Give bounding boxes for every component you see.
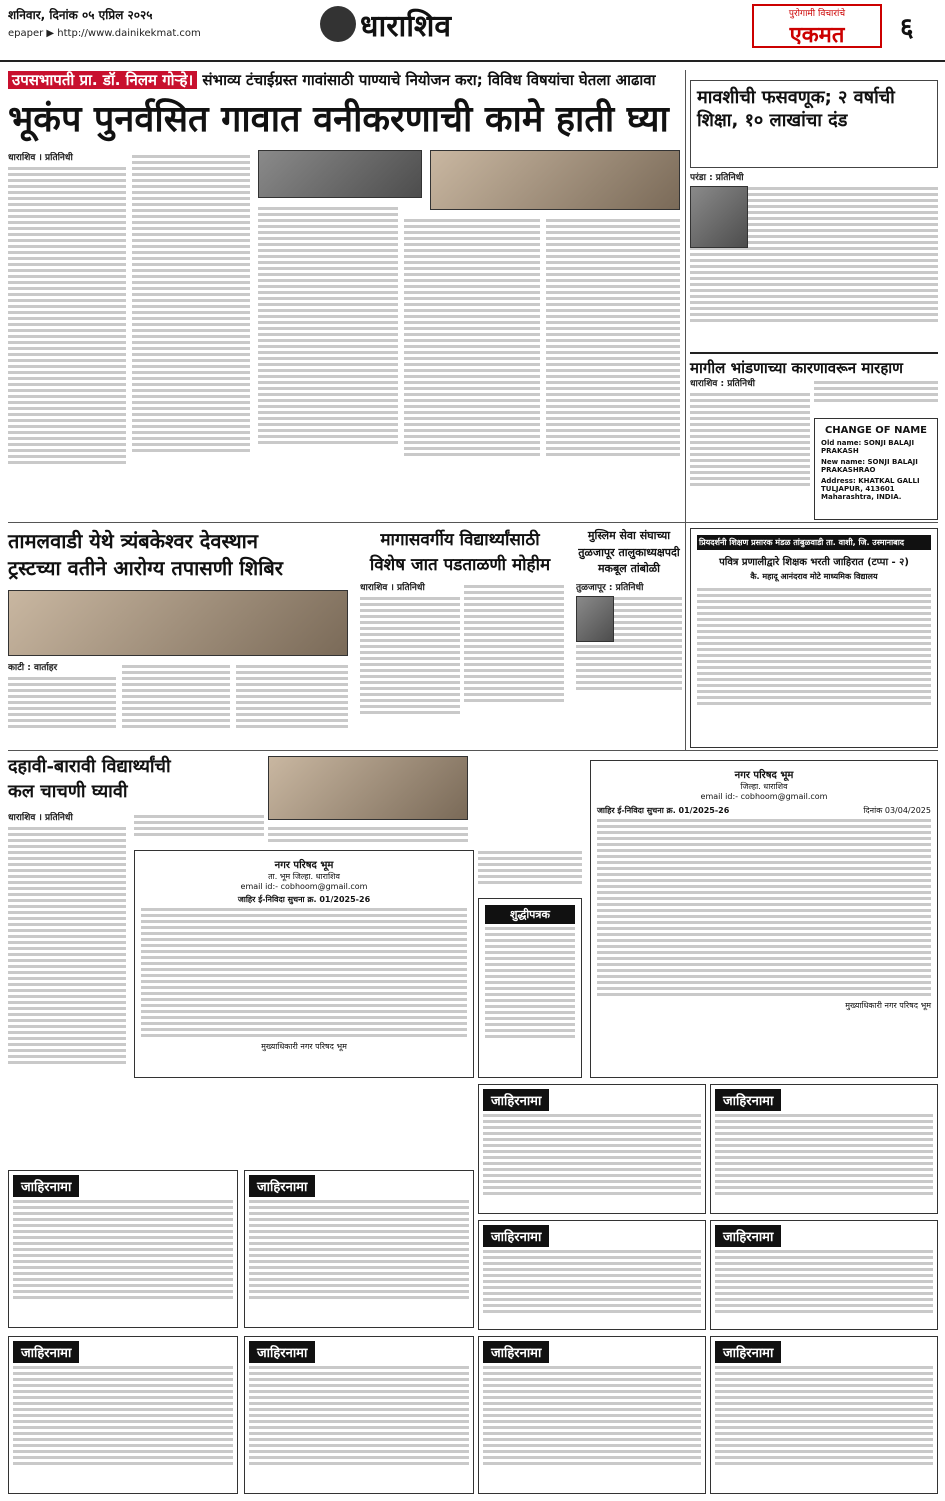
story-3-headline (360, 528, 560, 577)
change-of-name-new: New name: SONJI BALAJI PRAKASHRAO (821, 458, 918, 474)
public-notice-3 (478, 1084, 706, 1214)
side-story-1-headline: मावशीची फसवणूक; २ वर्षाची शिक्षा, १० लाखांचा दंड (697, 87, 895, 131)
story-3-col-2 (464, 582, 564, 748)
tender-1-district: ता. भूम जिल्हा. धाराशिव (268, 872, 340, 881)
correction-notice (478, 898, 582, 1078)
public-notice-6 (710, 1220, 938, 1330)
lead-kicker-red: उपसभापती प्रा. डॉ. निलम गोऱ्हे। (8, 71, 197, 89)
felicitation-caption (268, 824, 468, 848)
lead-text-lines (8, 167, 126, 464)
public-notice-4-label: जाहिरनामा (715, 1089, 781, 1111)
side-story-2-body (690, 378, 810, 518)
side-story-1-body (690, 172, 938, 342)
public-notice-7-body (13, 1366, 233, 1465)
public-notice-1-body (13, 1200, 233, 1299)
tender-1-body (141, 908, 467, 1037)
public-notice-8-label: जाहिरनामा (249, 1341, 315, 1363)
felicitation-photo (268, 756, 468, 820)
lead-column-3 (258, 204, 398, 504)
side-story-2-byline: धाराशिव : प्रतिनिधी (690, 379, 755, 389)
story-4-headline (576, 528, 682, 578)
recruitment-title: पवित्र प्रणालीद्वारे शिक्षक भरती जाहिरात (टप्पा - २) (719, 557, 909, 568)
recruitment-table-lines (697, 588, 931, 705)
masthead (0, 0, 945, 62)
story-3-lines-1 (360, 597, 460, 714)
teacher-recruitment-ad (690, 528, 938, 748)
story-2-byline: काटी : वार्ताहर (8, 663, 58, 673)
tender-1-title: जाहिर ई-निविदा सुचना क्र. 01/2025-26 (237, 895, 371, 904)
edition-emblem-icon (320, 6, 356, 42)
story-3-col-1 (360, 582, 460, 748)
story-5-headline-line-1: दहावी-बारावी विद्यार्थ्यांची (8, 756, 171, 777)
story-5-headline-line-2: कल चाचणी घ्यावी (8, 781, 128, 803)
tender-2-district: जिल्हा. धाराशिव (740, 782, 788, 791)
change-of-name-notice (814, 418, 938, 520)
story-5-col-1 (8, 812, 126, 1164)
correction-title: शुद्धीपत्रक (485, 905, 575, 924)
story-3-headline-line-1: मागासवर्गीय विद्यार्थ्यांसाठी (380, 530, 540, 550)
story-4-headline-line-1: मुस्लिम सेवा संघाच्या (587, 529, 671, 542)
story-2-lines-1 (8, 677, 116, 728)
public-notice-10-body (715, 1366, 933, 1465)
public-notice-9-body (483, 1366, 701, 1465)
recruitment-org: प्रियदर्शनी शिक्षण प्रसारक मंडळ तांबुळवाडी ता. वाशी, जि. उस्मानाबाद (697, 535, 931, 550)
public-notice-9 (478, 1336, 706, 1494)
public-notice-8 (244, 1336, 474, 1494)
change-of-name-address: Address: KHATKAL GALLI TULJAPUR, 413601 Maharashtra, INDIA. (821, 477, 920, 501)
brand-logo (752, 4, 882, 48)
public-notice-3-label: जाहिरनामा (483, 1089, 549, 1111)
change-of-name-old: Old name: SONJI BALAJI PRAKASH (821, 439, 915, 455)
public-notice-2 (244, 1170, 474, 1328)
story-4-body (576, 582, 682, 748)
tender-notice-1 (134, 850, 474, 1078)
epaper-link[interactable]: epaper ▶ http://www.dainikekmat.com (8, 28, 201, 39)
brand-tagline: पुरोगामी विचारांचे (788, 9, 846, 19)
public-notice-6-label: जाहिरनामा (715, 1225, 781, 1247)
edition-title: धाराशिव (360, 9, 452, 44)
section-rule-1 (8, 522, 938, 523)
public-notice-2-body (249, 1200, 469, 1299)
lead-kicker (8, 70, 678, 90)
member-photo (576, 596, 614, 642)
column-rule (685, 70, 686, 750)
tender-2-email[interactable]: email id:- cobhoom@gmail.com (700, 792, 828, 801)
lead-byline: धाराशिव । प्रतिनिधी (8, 153, 73, 163)
story-5-lines-1 (8, 827, 126, 1064)
public-notice-7 (8, 1336, 238, 1494)
story-2-col-3 (236, 662, 348, 748)
story-2-headline-line-2: ट्रस्टच्या वतीने आरोग्य तपासणी शिबिर (8, 556, 283, 580)
public-notice-1 (8, 1170, 238, 1328)
side-story-1-byline: परंडा : प्रतिनिधी (690, 173, 744, 183)
story-5-byline: धाराशिव । प्रतिनिधी (8, 813, 73, 823)
convict-photo (690, 186, 748, 248)
side-story-2-headline: मागील भांडणाच्या कारणावरून मारहाण (690, 352, 938, 378)
brand-name: एकमत (789, 22, 845, 48)
story-5-headline (8, 754, 258, 804)
public-notice-5-body (483, 1250, 701, 1313)
tender-2-title-row (597, 805, 931, 816)
public-notice-2-label: जाहिरनामा (249, 1175, 315, 1197)
side-story-2-lines (690, 393, 810, 486)
public-notice-7-label: जाहिरनामा (13, 1341, 79, 1363)
tender-2-date: दिनांक 03/04/2025 (863, 806, 931, 815)
meeting-photo-2 (430, 150, 680, 210)
story-3-byline: धाराशिव । प्रतिनिधी (360, 583, 425, 593)
story-6-text (478, 848, 582, 892)
public-notice-10 (710, 1336, 938, 1494)
lead-column-1 (8, 152, 126, 552)
story-4-headline-line-2: तुळजापूर तालुकाध्यक्षपदी (578, 545, 680, 559)
public-notice-1-label: जाहिरनामा (13, 1175, 79, 1197)
change-of-name-title: CHANGE OF NAME (824, 425, 928, 436)
story-2-headline-line-1: तामलवाडी येथे त्र्यंबकेश्वर देवस्थान (8, 529, 258, 553)
section-rule-2 (8, 750, 938, 751)
public-notice-10-label: जाहिरनामा (715, 1341, 781, 1363)
story-5-col-2 (134, 812, 264, 844)
public-notice-4-body (715, 1114, 933, 1195)
meeting-photo (258, 150, 422, 198)
story-2-col-1 (8, 662, 116, 748)
public-notice-8-body (249, 1366, 469, 1465)
correction-body (485, 927, 575, 1038)
public-notice-6-body (715, 1250, 933, 1313)
public-notice-5 (478, 1220, 706, 1330)
recruitment-school: कै. महादू आनंदराव मोटे माध्यमिक विद्यालय (750, 572, 878, 581)
lead-column-4 (404, 216, 540, 516)
tender-1-signature: मुख्याधिकारी नगर परिषद भूम (261, 1042, 347, 1051)
tender-1-email[interactable]: email id:- cobhoom@gmail.com (240, 882, 368, 891)
tender-2-signature: मुख्याधिकारी नगर परिषद भूम (845, 1001, 931, 1010)
tender-notice-2 (590, 760, 938, 1078)
lead-column-2 (132, 152, 250, 552)
public-notice-4 (710, 1084, 938, 1214)
story-4-headline-line-3: मकबूल तांबोळी (597, 562, 661, 575)
story-4-byline: तुळजापूर : प्रतिनिधी (576, 583, 644, 593)
page-number: ६ (900, 13, 914, 43)
public-notice-9-label: जाहिरनामा (483, 1341, 549, 1363)
story-3-headline-line-2: विशेष जात पडताळणी मोहीम (369, 554, 551, 575)
side-story-2-col2 (814, 378, 938, 414)
tender-2-body (597, 819, 931, 996)
tender-2-org: नगर परिषद भूम (734, 770, 794, 781)
issue-date: शनिवार, दिनांक ०५ एप्रिल २०२५ (8, 8, 153, 22)
tender-2-title: जाहिर ई-निविदा सुचना क्र. 01/2025-26 (597, 806, 730, 815)
story-2-headline (8, 528, 358, 582)
public-notice-5-label: जाहिरनामा (483, 1225, 549, 1247)
lead-column-5 (546, 216, 680, 516)
public-notice-3-body (483, 1114, 701, 1195)
health-camp-photo (8, 590, 348, 656)
story-2-col-2 (122, 662, 230, 748)
side-story-1 (690, 80, 938, 168)
lead-kicker-text: संभाव्य टंचाईग्रस्त गावांसाठी पाण्याचे नियोजन करा; विविध विषयांचा घेतला आढावा (202, 71, 656, 89)
tender-1-org: नगर परिषद भूम (274, 860, 334, 871)
lead-headline: भूकंप पुनर्वसित गावात वनीकरणाची कामे हाती घ्या (8, 98, 669, 140)
